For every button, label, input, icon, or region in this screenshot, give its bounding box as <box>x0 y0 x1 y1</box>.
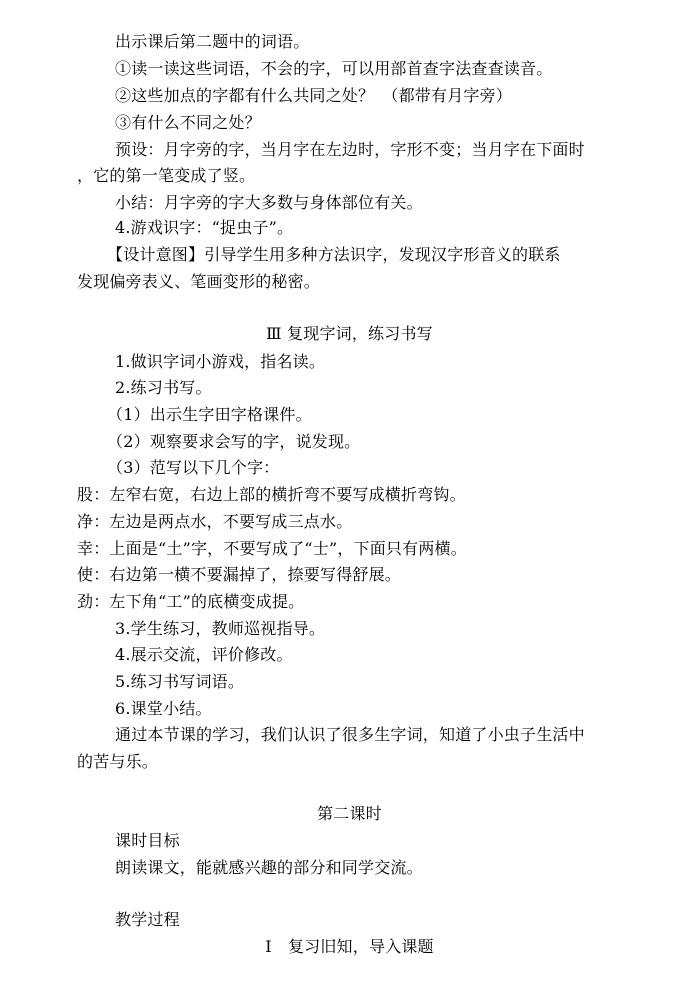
text-line: 3.学生练习，教师巡视指导。 <box>115 619 326 638</box>
lesson-heading: 第二课时 <box>317 804 382 823</box>
text-line: 2.练习书写。 <box>115 378 212 397</box>
text-line: 净：左边是两点水，不要写成三点水。 <box>77 512 353 531</box>
text-line: 幸：上面是“土”字，不要写成了“士”，下面只有两横。 <box>77 539 467 558</box>
text-line: 出示课后第二题中的词语。 <box>115 32 310 51</box>
text-line: 通过本节课的学习，我们认识了很多生字词，知道了小虫子生活中 <box>115 725 585 744</box>
text-line: （2）观察要求会写的字，说发现。 <box>107 432 361 451</box>
text-line: （1）出示生字田字格课件。 <box>107 405 312 424</box>
text-line: 教学过程 <box>115 910 180 929</box>
text-line: 1.做识字词小游戏，指名读。 <box>115 352 326 371</box>
text-line: 6.课堂小结。 <box>115 699 212 718</box>
text-line: 的苦与乐。 <box>77 752 159 771</box>
text-line: （3）范写以下几个字： <box>107 458 280 477</box>
text-line: 课时目标 <box>115 831 180 850</box>
text-line: ②这些加点的字都有什么共同之处？ （都带有月字旁） <box>115 86 513 105</box>
text-line: 股：左窄右宽，右边上部的横折弯不要写成横折弯钩。 <box>77 485 466 504</box>
text-line: 4.展示交流，评价修改。 <box>115 645 293 664</box>
text-line: ③有什么不同之处？ <box>115 113 261 132</box>
text-line: 预设：月字旁的字，当月字在左边时，字形不变；当月字在下面时 <box>115 140 585 159</box>
text-line: 4.游戏识字：“捉虫子”。 <box>115 218 294 237</box>
text-line: 5.练习书写词语。 <box>115 672 245 691</box>
section-heading: Ⅰ 复习旧知，导入课题 <box>265 937 434 956</box>
section-heading: Ⅲ 复现字词，练习书写 <box>266 324 433 343</box>
text-line: ①读一读这些词语，不会的字，可以用部首查字法查查读音。 <box>115 59 553 78</box>
text-line: 使：右边第一横不要漏掉了，捺要写得舒展。 <box>77 565 402 584</box>
text-line: ，它的第一笔变成了竖。 <box>77 166 256 185</box>
text-line: 小结：月字旁的字大多数与身体部位有关。 <box>115 193 423 212</box>
text-line: 发现偏旁表义、笔画变形的秘密。 <box>77 272 321 291</box>
text-line: 劲：左下角“工”的底横变成提。 <box>77 592 305 611</box>
design-intent-line: 【设计意图】引导学生用多种方法识字，发现汉字形音义的联系 <box>107 245 561 264</box>
text-line: 朗读课文，能就感兴趣的部分和同学交流。 <box>115 858 423 877</box>
